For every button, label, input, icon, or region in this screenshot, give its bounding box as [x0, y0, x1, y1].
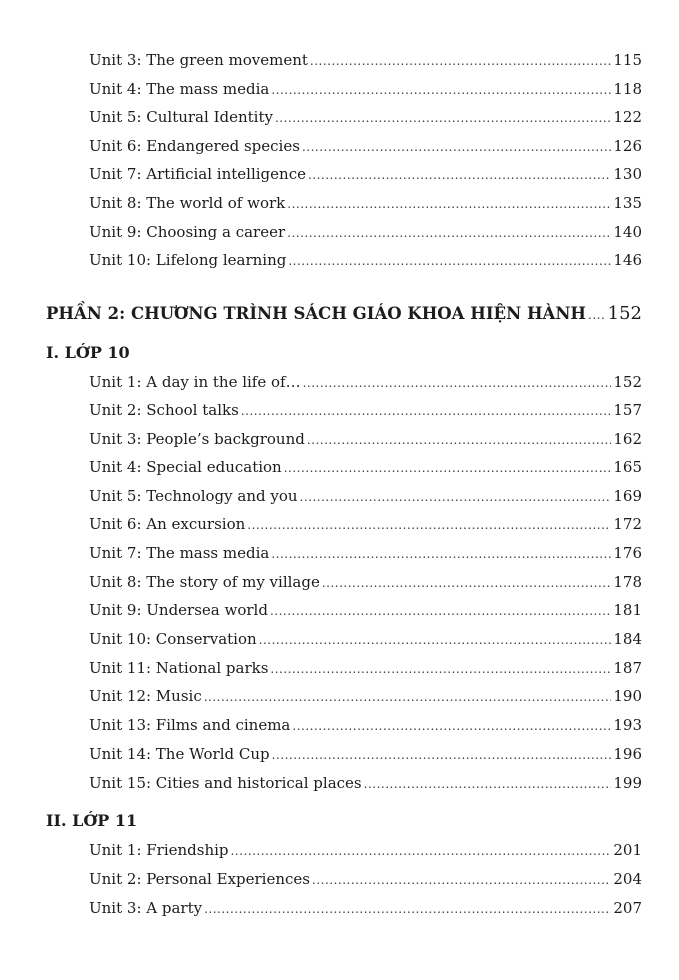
dot-leader [588, 301, 605, 329]
dot-leader [241, 399, 612, 423]
toc-entry [89, 220, 642, 244]
dot-leader [292, 714, 611, 738]
dot-leader [307, 428, 612, 452]
toc-entry [89, 248, 642, 272]
dot-leader [312, 868, 611, 892]
toc-entry [89, 598, 642, 622]
toc-entry [89, 512, 642, 536]
dot-leader [231, 839, 612, 863]
entry-title: Unit 3: People’s background [89, 430, 305, 448]
toc-entry [89, 134, 642, 158]
toc-entry [89, 570, 642, 594]
dot-leader [247, 513, 611, 537]
entry-title: Unit 10: Lifelong learning [89, 251, 287, 269]
dot-leader [287, 221, 611, 245]
entry-page-number: 196 [613, 745, 642, 763]
toc-entry [89, 370, 642, 394]
entry-page-number: 204 [613, 870, 642, 888]
toc-entry [89, 838, 642, 862]
dot-leader [288, 249, 611, 273]
entry-page-number: 172 [613, 515, 642, 533]
toc-entry [89, 455, 642, 479]
entry-page-number: 130 [613, 165, 642, 183]
entry-title: Unit 2: Personal Experiences [89, 870, 310, 888]
entry-page-number: 140 [613, 223, 642, 241]
entry-title: Unit 4: The mass media [89, 80, 270, 98]
toc-entry [89, 77, 642, 101]
toc-entry [89, 684, 642, 708]
dot-leader [284, 456, 612, 480]
part-page-number: 152 [607, 303, 642, 324]
entry-title: Unit 3: The green movement [89, 51, 308, 69]
entry-page-number: 118 [613, 80, 642, 98]
toc-entry [89, 105, 642, 129]
entry-page-number: 201 [613, 841, 642, 859]
entry-title: Unit 15: Cities and historical places [89, 774, 362, 792]
entry-page-number: 184 [613, 630, 642, 648]
dot-leader [270, 657, 611, 681]
toc-entry [89, 427, 642, 451]
toc-entry [89, 742, 642, 766]
part-heading [46, 300, 642, 328]
entry-title: Unit 6: Endangered species [89, 137, 300, 155]
entry-title: Unit 5: Cultural Identity [89, 108, 273, 126]
part-title: PHẦN 2: CHƯƠNG TRÌNH SÁCH GIÁO KHOA HIỆN HÀNH [46, 304, 587, 323]
dot-leader [364, 772, 612, 796]
entry-page-number: 126 [613, 137, 642, 155]
dot-leader [271, 78, 611, 102]
entry-page-number: 162 [613, 430, 642, 448]
entry-title: Unit 5: Technology and you [89, 487, 298, 505]
dot-leader [303, 371, 612, 395]
entry-title: Unit 7: Artificial intelligence [89, 165, 306, 183]
entry-page-number: 187 [613, 659, 642, 677]
toc-entry [89, 771, 642, 795]
entry-title: Unit 14: The World Cup [89, 745, 270, 763]
toc-entry [89, 398, 642, 422]
entry-page-number: 135 [613, 194, 642, 212]
entry-title: Unit 4: Special education [89, 458, 282, 476]
entry-title: Unit 7: The mass media [89, 544, 270, 562]
dot-leader [271, 542, 611, 566]
toc-entry [89, 191, 642, 215]
dot-leader [302, 135, 611, 159]
entry-page-number: 207 [613, 899, 642, 917]
entry-page-number: 122 [613, 108, 642, 126]
dot-leader [204, 685, 612, 709]
dot-leader [272, 743, 612, 767]
dot-leader [287, 192, 611, 216]
entry-title: Unit 10: Conservation [89, 630, 257, 648]
entry-page-number: 165 [613, 458, 642, 476]
entry-page-number: 181 [613, 601, 642, 619]
entry-title: Unit 12: Music [89, 687, 202, 705]
entry-page-number: 169 [613, 487, 642, 505]
dot-leader [300, 485, 612, 509]
dot-leader [308, 163, 611, 187]
entry-title: Unit 8: The story of my village [89, 573, 320, 591]
entry-page-number: 157 [613, 401, 642, 419]
entry-title: Unit 6: An excursion [89, 515, 246, 533]
dot-leader [204, 897, 611, 921]
toc-entry [89, 656, 642, 680]
entry-title: Unit 3: A party [89, 899, 203, 917]
dot-leader [259, 628, 612, 652]
entry-page-number: 190 [613, 687, 642, 705]
dot-leader [310, 49, 611, 73]
entry-title: Unit 11: National parks [89, 659, 269, 677]
toc-entry [89, 48, 642, 72]
section-heading: II. LỚP 11 [46, 811, 138, 830]
toc-entry [89, 162, 642, 186]
entry-page-number: 178 [613, 573, 642, 591]
dot-leader [322, 571, 612, 595]
toc-entry [89, 627, 642, 651]
dot-leader [270, 599, 611, 623]
entry-title: Unit 1: A day in the life of… [89, 373, 301, 391]
toc-entry [89, 541, 642, 565]
toc-entry [89, 867, 642, 891]
entry-page-number: 115 [613, 51, 642, 69]
toc-entry [89, 896, 642, 920]
section-heading: I. LỚP 10 [46, 343, 130, 362]
entry-page-number: 193 [613, 716, 642, 734]
entry-page-number: 199 [613, 774, 642, 792]
toc-entry [89, 713, 642, 737]
entry-page-number: 176 [613, 544, 642, 562]
entry-title: Unit 9: Undersea world [89, 601, 268, 619]
entry-title: Unit 2: School talks [89, 401, 239, 419]
entry-title: Unit 13: Films and cinema [89, 716, 291, 734]
entry-page-number: 152 [613, 373, 642, 391]
entry-title: Unit 8: The world of work [89, 194, 286, 212]
entry-title: Unit 1: Friendship [89, 841, 229, 859]
entry-title: Unit 9: Choosing a career [89, 223, 286, 241]
toc-entry [89, 484, 642, 508]
dot-leader [275, 106, 611, 130]
entry-page-number: 146 [613, 251, 642, 269]
